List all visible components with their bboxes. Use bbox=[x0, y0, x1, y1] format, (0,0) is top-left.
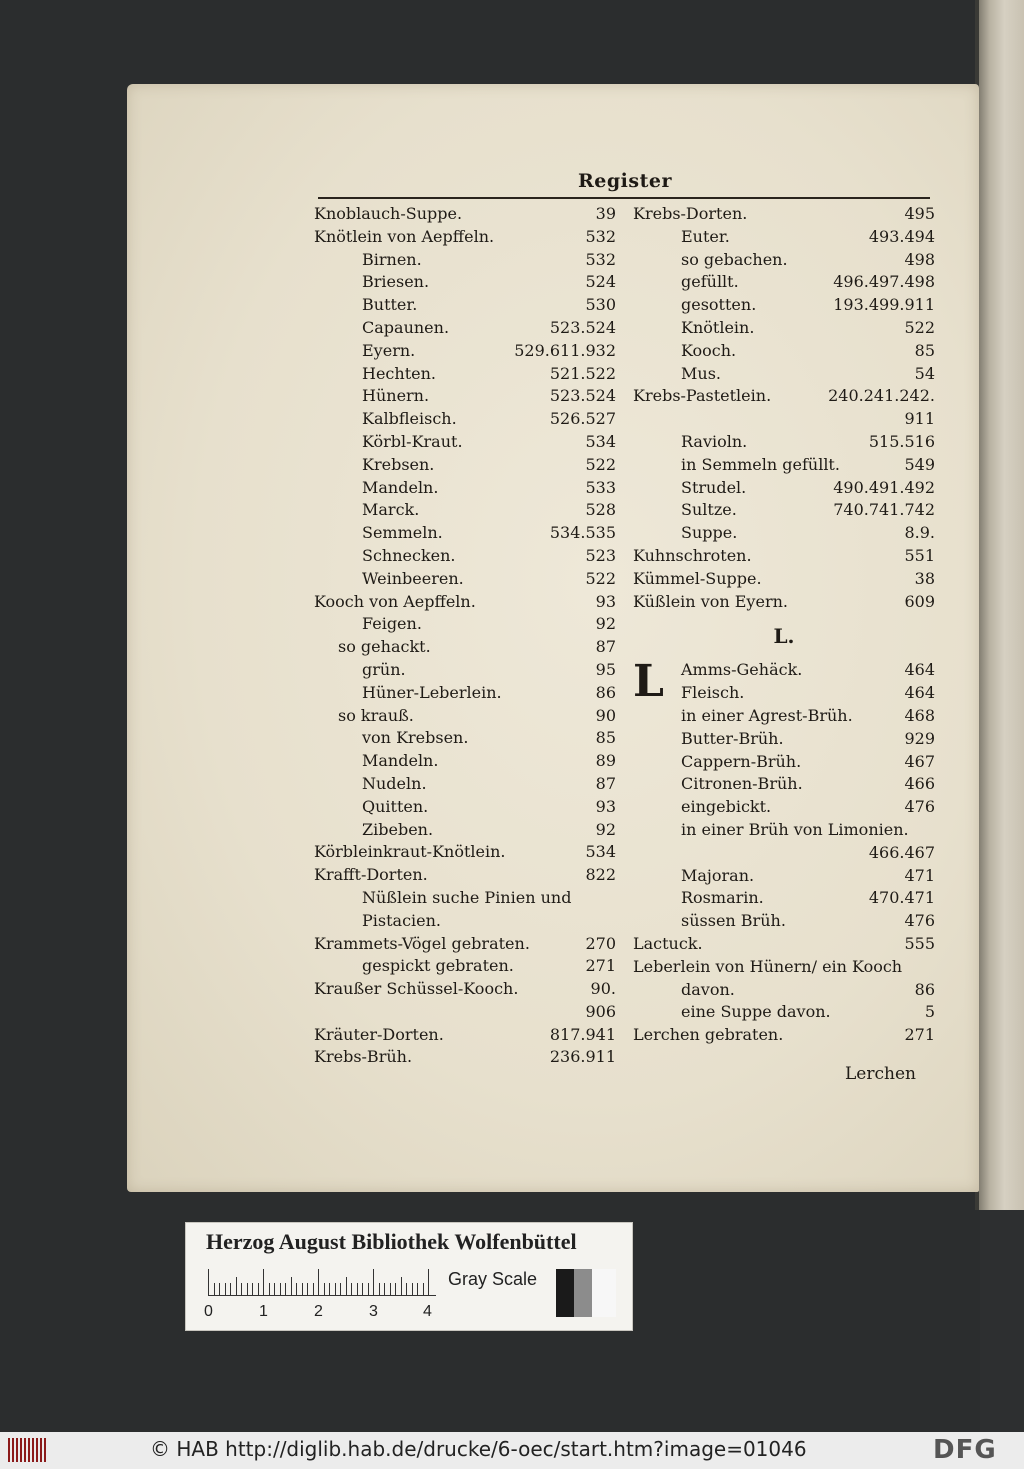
entry-term: grün. bbox=[362, 659, 406, 679]
index-entry bbox=[314, 522, 616, 545]
index-entry bbox=[314, 545, 616, 568]
index-entry bbox=[314, 613, 616, 636]
entry-term: Kuhnschroten. bbox=[633, 545, 752, 565]
ruler-tick bbox=[302, 1283, 303, 1295]
index-entry bbox=[633, 865, 935, 888]
ruler-tick bbox=[274, 1283, 275, 1295]
scale-ruler bbox=[208, 1267, 436, 1296]
entry-term: Hüner-Leberlein. bbox=[362, 682, 502, 702]
entry-term: Krammets-Vögel gebraten. bbox=[314, 933, 530, 953]
entry-page-number: 528 bbox=[585, 500, 616, 520]
entry-term: so gehackt. bbox=[338, 637, 431, 657]
entry-page-number: 523.524 bbox=[549, 386, 616, 406]
entry-term: Leberlein von Hünern/ ein Kooch bbox=[633, 956, 903, 976]
index-entry bbox=[314, 568, 616, 591]
entry-term: Butter-Brüh. bbox=[681, 728, 784, 748]
entry-term: Kooch von Aepffeln. bbox=[314, 591, 476, 611]
index-entry bbox=[314, 431, 616, 454]
entry-page-number: 92 bbox=[595, 614, 616, 634]
ruler-tick bbox=[280, 1283, 281, 1295]
entry-term: Amms-Gehäck. bbox=[681, 660, 803, 680]
ruler-tick bbox=[373, 1269, 374, 1295]
entry-term: Citronen-Brüh. bbox=[681, 774, 803, 794]
ruler-tick bbox=[340, 1283, 341, 1295]
entry-page-number: 464 bbox=[904, 683, 935, 703]
index-entry bbox=[314, 773, 616, 796]
entry-page-number: 236.911 bbox=[549, 1047, 616, 1067]
entry-page-number: 523.524 bbox=[549, 317, 616, 337]
ruler-tick bbox=[219, 1283, 220, 1295]
index-entry bbox=[633, 408, 935, 431]
entry-term: von Krebsen. bbox=[362, 728, 469, 748]
entry-term: eingebickt. bbox=[681, 797, 772, 817]
entry-page-number: 470.471 bbox=[868, 888, 935, 908]
entry-page-number: 95 bbox=[595, 659, 616, 679]
index-section-l bbox=[633, 656, 935, 1047]
gray-scale-label: Gray Scale bbox=[448, 1269, 538, 1289]
index-entry bbox=[633, 887, 935, 910]
entry-page-number: 533 bbox=[585, 477, 616, 497]
ruler-tick bbox=[335, 1283, 336, 1295]
entry-term: Kräuter-Dorten. bbox=[314, 1024, 444, 1044]
index-entry bbox=[314, 636, 616, 659]
entry-page-number: 39 bbox=[595, 204, 616, 223]
entry-term: Semmeln. bbox=[362, 523, 443, 543]
index-entry bbox=[633, 363, 935, 386]
entry-page-number: 609 bbox=[904, 591, 935, 611]
dropcap-l: L bbox=[633, 656, 664, 708]
index-entry bbox=[314, 864, 616, 887]
entry-page-number: 476 bbox=[904, 797, 935, 817]
entry-term: Quitten. bbox=[362, 796, 429, 816]
entry-term: Majoran. bbox=[681, 865, 755, 885]
entry-page-number: 193.499.911 bbox=[833, 295, 935, 315]
ruler-tick bbox=[390, 1283, 391, 1295]
ruler-tick bbox=[401, 1277, 402, 1295]
entry-term: eine Suppe davon. bbox=[681, 1002, 831, 1022]
entry-term: Suppe. bbox=[681, 523, 738, 543]
entry-page-number: 271 bbox=[585, 956, 616, 976]
entry-term: Kraußer Schüssel-Kooch. bbox=[314, 979, 519, 999]
entry-term: Knoblauch-Suppe. bbox=[314, 204, 463, 223]
entry-term: Zibeben. bbox=[362, 819, 434, 839]
ruler-tick bbox=[241, 1283, 242, 1295]
entry-page-number: 85 bbox=[595, 728, 616, 748]
entry-page-number: 490.491.492 bbox=[833, 477, 935, 497]
entry-page-number: 817.941 bbox=[549, 1024, 616, 1044]
entry-term: Kalbfleisch. bbox=[362, 409, 457, 429]
index-entry bbox=[633, 317, 935, 340]
ruler-tick bbox=[417, 1283, 418, 1295]
entry-term: Krebs-Pastetlein. bbox=[633, 386, 772, 406]
entry-page-number: 92 bbox=[595, 819, 616, 839]
entry-term: süssen Brüh. bbox=[681, 911, 786, 931]
entry-page-number: 468 bbox=[904, 705, 935, 725]
ruler-tick bbox=[384, 1283, 385, 1295]
entry-term: Schnecken. bbox=[362, 545, 456, 565]
entry-term: Kümmel-Suppe. bbox=[633, 568, 762, 588]
entry-page-number: 551 bbox=[904, 545, 935, 565]
gray-swatch-black bbox=[556, 1269, 574, 1317]
entry-term: Mus. bbox=[681, 363, 721, 383]
entry-page-number: 555 bbox=[904, 933, 935, 953]
entry-page-number: 549 bbox=[904, 454, 935, 474]
entry-page-number: 522 bbox=[585, 454, 616, 474]
ruler-tick bbox=[258, 1283, 259, 1295]
entry-page-number: 270 bbox=[585, 933, 616, 953]
entry-page-number: 523 bbox=[585, 545, 616, 565]
index-entry bbox=[314, 454, 616, 477]
entry-page-number: 906 bbox=[585, 1001, 616, 1021]
entry-term: Sultze. bbox=[681, 500, 737, 520]
index-entry bbox=[314, 1001, 616, 1024]
entry-term: Krafft-Dorten. bbox=[314, 865, 428, 885]
index-entry bbox=[633, 842, 935, 865]
entry-page-number: 90. bbox=[590, 979, 616, 999]
entry-page-number: 740.741.742 bbox=[833, 500, 935, 520]
entry-page-number: 534.535 bbox=[549, 523, 616, 543]
entry-page-number: 911 bbox=[904, 409, 935, 429]
entry-term: Birnen. bbox=[362, 249, 422, 269]
index-entry bbox=[314, 659, 616, 682]
footer-bar bbox=[0, 1432, 1024, 1469]
scale-number: 4 bbox=[423, 1303, 432, 1320]
entry-page-number: 530 bbox=[585, 295, 616, 315]
entry-page-number: 515.516 bbox=[868, 431, 935, 451]
index-entry bbox=[314, 294, 616, 317]
index-entry bbox=[633, 385, 935, 408]
entry-page-number: 467 bbox=[904, 751, 935, 771]
entry-term: Cappern-Brüh. bbox=[681, 751, 802, 771]
entry-term: Weinbeeren. bbox=[362, 568, 464, 588]
entry-page-number: 522 bbox=[585, 568, 616, 588]
entry-term: Knötlein. bbox=[681, 317, 755, 337]
index-entry bbox=[314, 978, 616, 1001]
entry-term: Krebsen. bbox=[362, 454, 435, 474]
index-entry bbox=[633, 773, 935, 796]
entry-term: Ravioln. bbox=[681, 431, 748, 451]
hab-logo-icon[interactable] bbox=[8, 1438, 46, 1462]
entry-page-number: 471 bbox=[904, 865, 935, 885]
entry-page-number: 496.497.498 bbox=[833, 272, 935, 292]
entry-term: Mandeln. bbox=[362, 477, 439, 497]
index-entry bbox=[633, 728, 935, 751]
index-entry bbox=[314, 933, 616, 956]
scale-number: 1 bbox=[259, 1303, 268, 1320]
entry-term: davon. bbox=[681, 979, 735, 999]
index-entry bbox=[633, 1001, 935, 1024]
index-entry bbox=[633, 545, 935, 568]
entry-page-number: 90 bbox=[595, 705, 616, 725]
calibration-card bbox=[185, 1222, 633, 1331]
entry-term: Butter. bbox=[362, 295, 418, 315]
entry-term: Capaunen. bbox=[362, 317, 450, 337]
catchword: Lerchen bbox=[845, 1064, 916, 1084]
index-entry bbox=[633, 249, 935, 272]
entry-page-number: 532 bbox=[585, 249, 616, 269]
entry-term: Pistacien. bbox=[362, 910, 441, 930]
ruler-tick bbox=[362, 1283, 363, 1295]
index-entry bbox=[633, 431, 935, 454]
ruler-tick bbox=[230, 1283, 231, 1295]
index-entry bbox=[633, 705, 935, 728]
entry-page-number: 271 bbox=[904, 1025, 935, 1045]
entry-term: Strudel. bbox=[681, 477, 747, 497]
index-entry bbox=[314, 499, 616, 522]
entry-page-number: 466.467 bbox=[868, 842, 935, 862]
ruler-tick bbox=[252, 1283, 253, 1295]
ruler-tick bbox=[324, 1283, 325, 1295]
entry-page-number: 532 bbox=[585, 226, 616, 246]
entry-term: Körbl-Kraut. bbox=[362, 431, 463, 451]
entry-page-number: 493.494 bbox=[868, 226, 935, 246]
entry-page-number: 85 bbox=[914, 340, 935, 360]
entry-term: gesotten. bbox=[681, 295, 757, 315]
index-entry bbox=[633, 796, 935, 819]
entry-page-number: 534 bbox=[585, 842, 616, 862]
entry-page-number: 86 bbox=[914, 979, 935, 999]
entry-term: Feigen. bbox=[362, 614, 422, 634]
index-entry bbox=[314, 819, 616, 842]
index-entry bbox=[633, 294, 935, 317]
entry-term: Hechten. bbox=[362, 363, 436, 383]
index-entry bbox=[314, 385, 616, 408]
index-entry bbox=[633, 751, 935, 774]
ruler-tick bbox=[208, 1269, 209, 1295]
ruler-tick bbox=[263, 1269, 264, 1295]
ruler-tick bbox=[406, 1283, 407, 1295]
index-entry bbox=[633, 933, 935, 956]
entry-term: Hünern. bbox=[362, 386, 430, 406]
index-entry bbox=[633, 522, 935, 545]
ruler-tick bbox=[291, 1277, 292, 1295]
page-header: Register bbox=[578, 170, 672, 192]
entry-page-number: 93 bbox=[595, 591, 616, 611]
index-entry bbox=[314, 727, 616, 750]
index-column-left bbox=[314, 203, 616, 1069]
entry-term: Briesen. bbox=[362, 272, 430, 292]
index-entry bbox=[314, 363, 616, 386]
index-entry bbox=[314, 249, 616, 272]
index-entry bbox=[314, 841, 616, 864]
entry-page-number: 89 bbox=[595, 751, 616, 771]
section-letter-l: L. bbox=[773, 624, 795, 649]
index-entry bbox=[314, 591, 616, 614]
entry-page-number: 38 bbox=[914, 568, 935, 588]
index-entry bbox=[633, 910, 935, 933]
entry-term: gespickt gebraten. bbox=[362, 956, 514, 976]
entry-page-number: 464 bbox=[904, 660, 935, 680]
scale-number: 0 bbox=[204, 1303, 213, 1320]
index-entry bbox=[314, 682, 616, 705]
entry-page-number: 476 bbox=[904, 911, 935, 931]
index-entry bbox=[633, 682, 935, 705]
ruler-tick bbox=[329, 1283, 330, 1295]
ruler-tick bbox=[423, 1283, 424, 1295]
entry-page-number: 93 bbox=[595, 796, 616, 816]
entry-term: Lactuck. bbox=[633, 933, 703, 953]
entry-term: Küßlein von Eyern. bbox=[633, 591, 788, 611]
dfg-logo[interactable]: DFG bbox=[933, 1435, 997, 1465]
entry-term: Fleisch. bbox=[681, 683, 745, 703]
entry-page-number: 86 bbox=[595, 682, 616, 702]
entry-term: Knötlein von Aepffeln. bbox=[314, 226, 495, 246]
entry-term: Mandeln. bbox=[362, 751, 439, 771]
ruler-tick bbox=[269, 1283, 270, 1295]
entry-page-number: 822 bbox=[585, 865, 616, 885]
entry-page-number: 87 bbox=[595, 773, 616, 793]
entry-term: Lerchen gebraten. bbox=[633, 1025, 784, 1045]
index-entry bbox=[633, 226, 935, 249]
gray-swatch-mid bbox=[574, 1269, 592, 1317]
index-entry bbox=[314, 750, 616, 773]
entry-page-number: 8.9. bbox=[904, 523, 935, 543]
entry-page-number: 240.241.242. bbox=[828, 386, 935, 406]
header-rule bbox=[318, 197, 930, 199]
entry-term: Nüßlein suche Pinien und bbox=[362, 887, 572, 907]
entry-term: Kooch. bbox=[681, 340, 737, 360]
entry-term: Rosmarin. bbox=[681, 888, 764, 908]
ruler-tick bbox=[318, 1269, 319, 1295]
entry-term: gefüllt. bbox=[681, 272, 739, 292]
ruler-tick bbox=[296, 1283, 297, 1295]
index-entry bbox=[633, 340, 935, 363]
entry-page-number: 522 bbox=[904, 317, 935, 337]
scale-number: 3 bbox=[369, 1303, 378, 1320]
entry-term: in Semmeln gefüllt. bbox=[681, 454, 840, 474]
entry-page-number: 524 bbox=[585, 272, 616, 292]
ruler-tick bbox=[214, 1283, 215, 1295]
entry-page-number: 529.611.932 bbox=[514, 340, 616, 360]
scale-number: 2 bbox=[314, 1303, 323, 1320]
entry-term: so gebachen. bbox=[681, 249, 788, 269]
ruler-tick bbox=[236, 1277, 237, 1295]
ruler-tick bbox=[247, 1283, 248, 1295]
library-title: Herzog August Bibliothek Wolfenbüttel bbox=[206, 1229, 577, 1254]
entry-term: Marck. bbox=[362, 500, 420, 520]
index-entry bbox=[633, 819, 935, 842]
index-entry bbox=[633, 591, 935, 614]
index-entry bbox=[633, 499, 935, 522]
index-section-k-continued bbox=[633, 203, 935, 613]
entry-term: Nudeln. bbox=[362, 773, 427, 793]
entry-term: Krebs-Dorten. bbox=[633, 204, 748, 223]
index-entry bbox=[633, 477, 935, 500]
entry-page-number: 498 bbox=[904, 249, 935, 269]
index-column-right bbox=[633, 203, 935, 1047]
index-entry bbox=[633, 568, 935, 591]
entry-term: Körbleinkraut-Knötlein. bbox=[314, 842, 506, 862]
index-entry bbox=[314, 317, 616, 340]
ruler-tick bbox=[313, 1283, 314, 1295]
entry-page-number: 87 bbox=[595, 637, 616, 657]
index-entry bbox=[314, 705, 616, 728]
index-entry bbox=[314, 477, 616, 500]
index-entry bbox=[633, 203, 935, 226]
ruler-tick bbox=[225, 1283, 226, 1295]
entry-page-number: 5 bbox=[924, 1002, 935, 1022]
entry-page-number: 495 bbox=[904, 204, 935, 223]
index-entry bbox=[633, 659, 935, 682]
index-entry bbox=[633, 979, 935, 1002]
entry-term: Eyern. bbox=[362, 340, 416, 360]
entry-term: in einer Brüh von Limonien. bbox=[681, 819, 909, 839]
ruler-tick bbox=[395, 1283, 396, 1295]
index-entry bbox=[314, 226, 616, 249]
index-entry bbox=[314, 955, 616, 978]
gray-swatch-white bbox=[592, 1269, 616, 1317]
entry-term: Krebs-Brüh. bbox=[314, 1047, 413, 1067]
ruler-tick bbox=[346, 1277, 347, 1295]
copyright-link[interactable]: © HAB http://diglib.hab.de/drucke/6-oec/start.htm?image=01046 bbox=[150, 1437, 807, 1461]
entry-page-number: 526.527 bbox=[549, 409, 616, 429]
entry-page-number: 54 bbox=[914, 363, 935, 383]
adjacent-page-edge bbox=[975, 0, 1024, 1210]
ruler-tick bbox=[428, 1269, 429, 1295]
index-entry bbox=[314, 1024, 616, 1047]
index-entry bbox=[314, 271, 616, 294]
index-entry bbox=[314, 1046, 616, 1069]
entry-term: so krauß. bbox=[338, 705, 414, 725]
ruler-tick bbox=[368, 1283, 369, 1295]
index-entry bbox=[633, 956, 935, 979]
index-entry bbox=[314, 340, 616, 363]
entry-page-number: 929 bbox=[904, 728, 935, 748]
entry-page-number: 534 bbox=[585, 431, 616, 451]
entry-term: Euter. bbox=[681, 226, 730, 246]
ruler-tick bbox=[285, 1283, 286, 1295]
index-entry bbox=[633, 1024, 935, 1047]
index-entry bbox=[633, 454, 935, 477]
ruler-tick bbox=[357, 1283, 358, 1295]
entry-page-number: 521.522 bbox=[549, 363, 616, 383]
ruler-tick bbox=[307, 1283, 308, 1295]
entry-term: in einer Agrest-Brüh. bbox=[681, 705, 853, 725]
index-entry bbox=[314, 408, 616, 431]
entry-page-number: 466 bbox=[904, 774, 935, 794]
ruler-tick bbox=[351, 1283, 352, 1295]
index-entry bbox=[314, 910, 616, 933]
index-entry bbox=[314, 796, 616, 819]
index-entry bbox=[633, 271, 935, 294]
index-entry bbox=[314, 203, 616, 226]
ruler-tick bbox=[412, 1283, 413, 1295]
ruler-tick bbox=[379, 1283, 380, 1295]
index-entry bbox=[314, 887, 616, 910]
